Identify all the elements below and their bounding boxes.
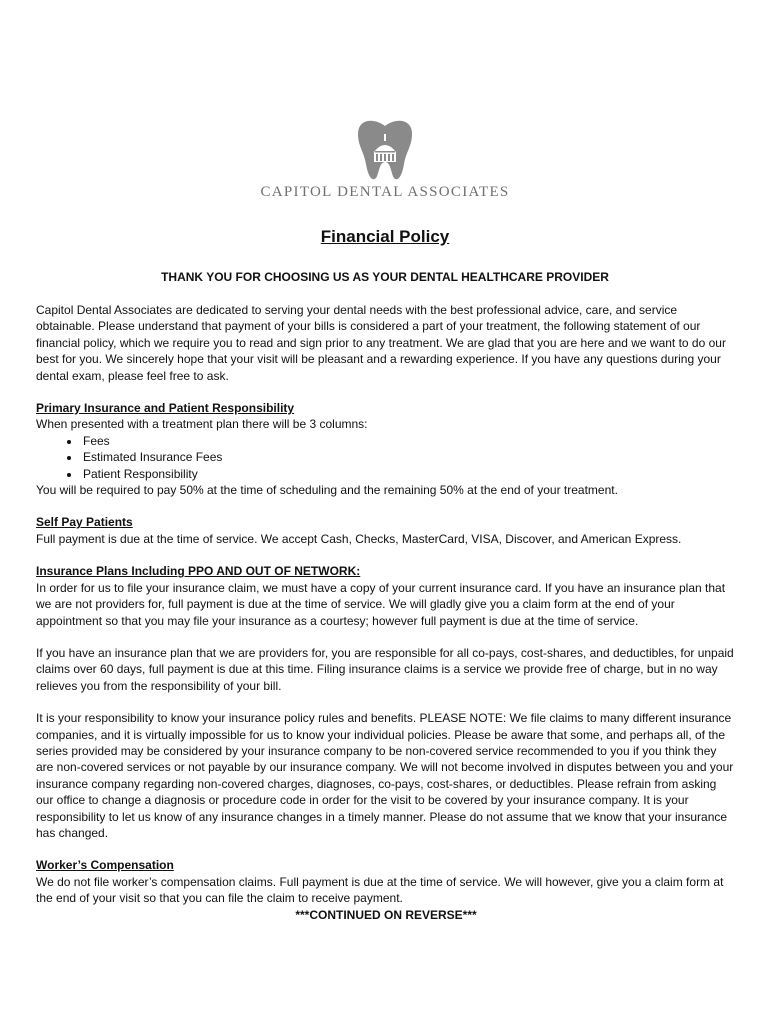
primary-insurance-lead: When presented with a treatment plan there will be 3 columns:: [36, 417, 368, 432]
list-item: • Fees: [81, 433, 736, 449]
insurance-plans-heading: Insurance Plans Including PPO AND OUT OF NETWORK:: [36, 564, 361, 579]
tooth-with-capitol-dome-icon: [355, 118, 415, 182]
continued-notice: ***CONTINUED ON REVERSE***: [295, 907, 477, 922]
logo: [0, 118, 770, 201]
insurance-plans-paragraph-1: In order for us to file your insurance claim, we must have a copy of your current insurance card. If you have an insurance plan that we are not providers for, full payment is due at the time of service. We will gladly give you a claim form at the end of your appointment so that you may file your insurance as a courtesy; however full payment is due at the time of service.: [36, 580, 726, 628]
insurance-plans-paragraph-3: It is your responsibility to know your insurance policy rules and benefits. PLEASE NOTE: We file claims to many different insurance companies, and it is virtually impossible for us to know your individual policies. Please be aware that some, and perhaps all, of the series provided may be considered by your insurance company to be non-covered service recommended to you if you think they are non-covered services or not payable by our insurance company. We will not become involved in disputes between you and your insurance company regarding non-covered charges, diagnoses, co-pays, cost-shares, or deductibles. Please refrain from asking our office to change a diagnosis or procedure code in order for the visit to be covered by your insurance company. It is your responsibility to let us know of any insurance changes in a timely manner. Please do not assume that we know that your insurance has changed.: [36, 711, 734, 840]
page-title: Financial Policy: [320, 227, 450, 246]
workers-comp-heading: Worker’s Compensation: [36, 858, 174, 873]
brand-name: CAPITOL DENTAL ASSOCIATES: [260, 184, 510, 200]
self-pay-text: Full payment is due at the time of service. We accept Cash, Checks, MasterCard, VISA, Discover, and American Express.: [36, 531, 682, 546]
self-pay-heading: Self Pay Patients: [36, 515, 133, 530]
primary-insurance-closing: You will be required to pay 50% at the time of scheduling and the remaining 50% at the end of your treatment.: [36, 483, 618, 498]
list-item: • Patient Responsibility: [81, 466, 736, 482]
insurance-plans-paragraph-2: If you have an insurance plan that we are providers for, you are responsible for all co-pays, cost-shares, and deductibles, for unpaid claims over 60 days, full payment is due at this time. Filing insurance claims is a service we provide free of charge, but in no way relieves you from the responsibility of your bill.: [36, 645, 734, 693]
page-subtitle: THANK YOU FOR CHOOSING US AS YOUR DENTAL HEALTHCARE PROVIDER: [161, 270, 609, 284]
list-item: • Estimated Insurance Fees: [81, 449, 736, 465]
fee-columns-list: [36, 433, 736, 482]
primary-insurance-heading: Primary Insurance and Patient Responsibility: [36, 401, 295, 416]
document-body: [36, 302, 736, 923]
workers-comp-text: We do not file worker’s compensation claims. Full payment is due at the time of service. We will however, give you a claim form at the end of your visit so that you can file the claim to receive payment.: [36, 874, 724, 906]
intro-paragraph: Capitol Dental Associates are dedicated to serving your dental needs with the best professional advice, care, and service obtainable. Please understand that payment of your bills is considered a part of your treatment, the following statement of our financial policy, which we require you to read and sign prior to any treatment. We are glad that you are here and we want to do our best for you. We sincerely hope that your visit will be pleasant and a rewarding experience. If you have any questions during your dental exam, please feel free to ask.: [36, 303, 726, 383]
